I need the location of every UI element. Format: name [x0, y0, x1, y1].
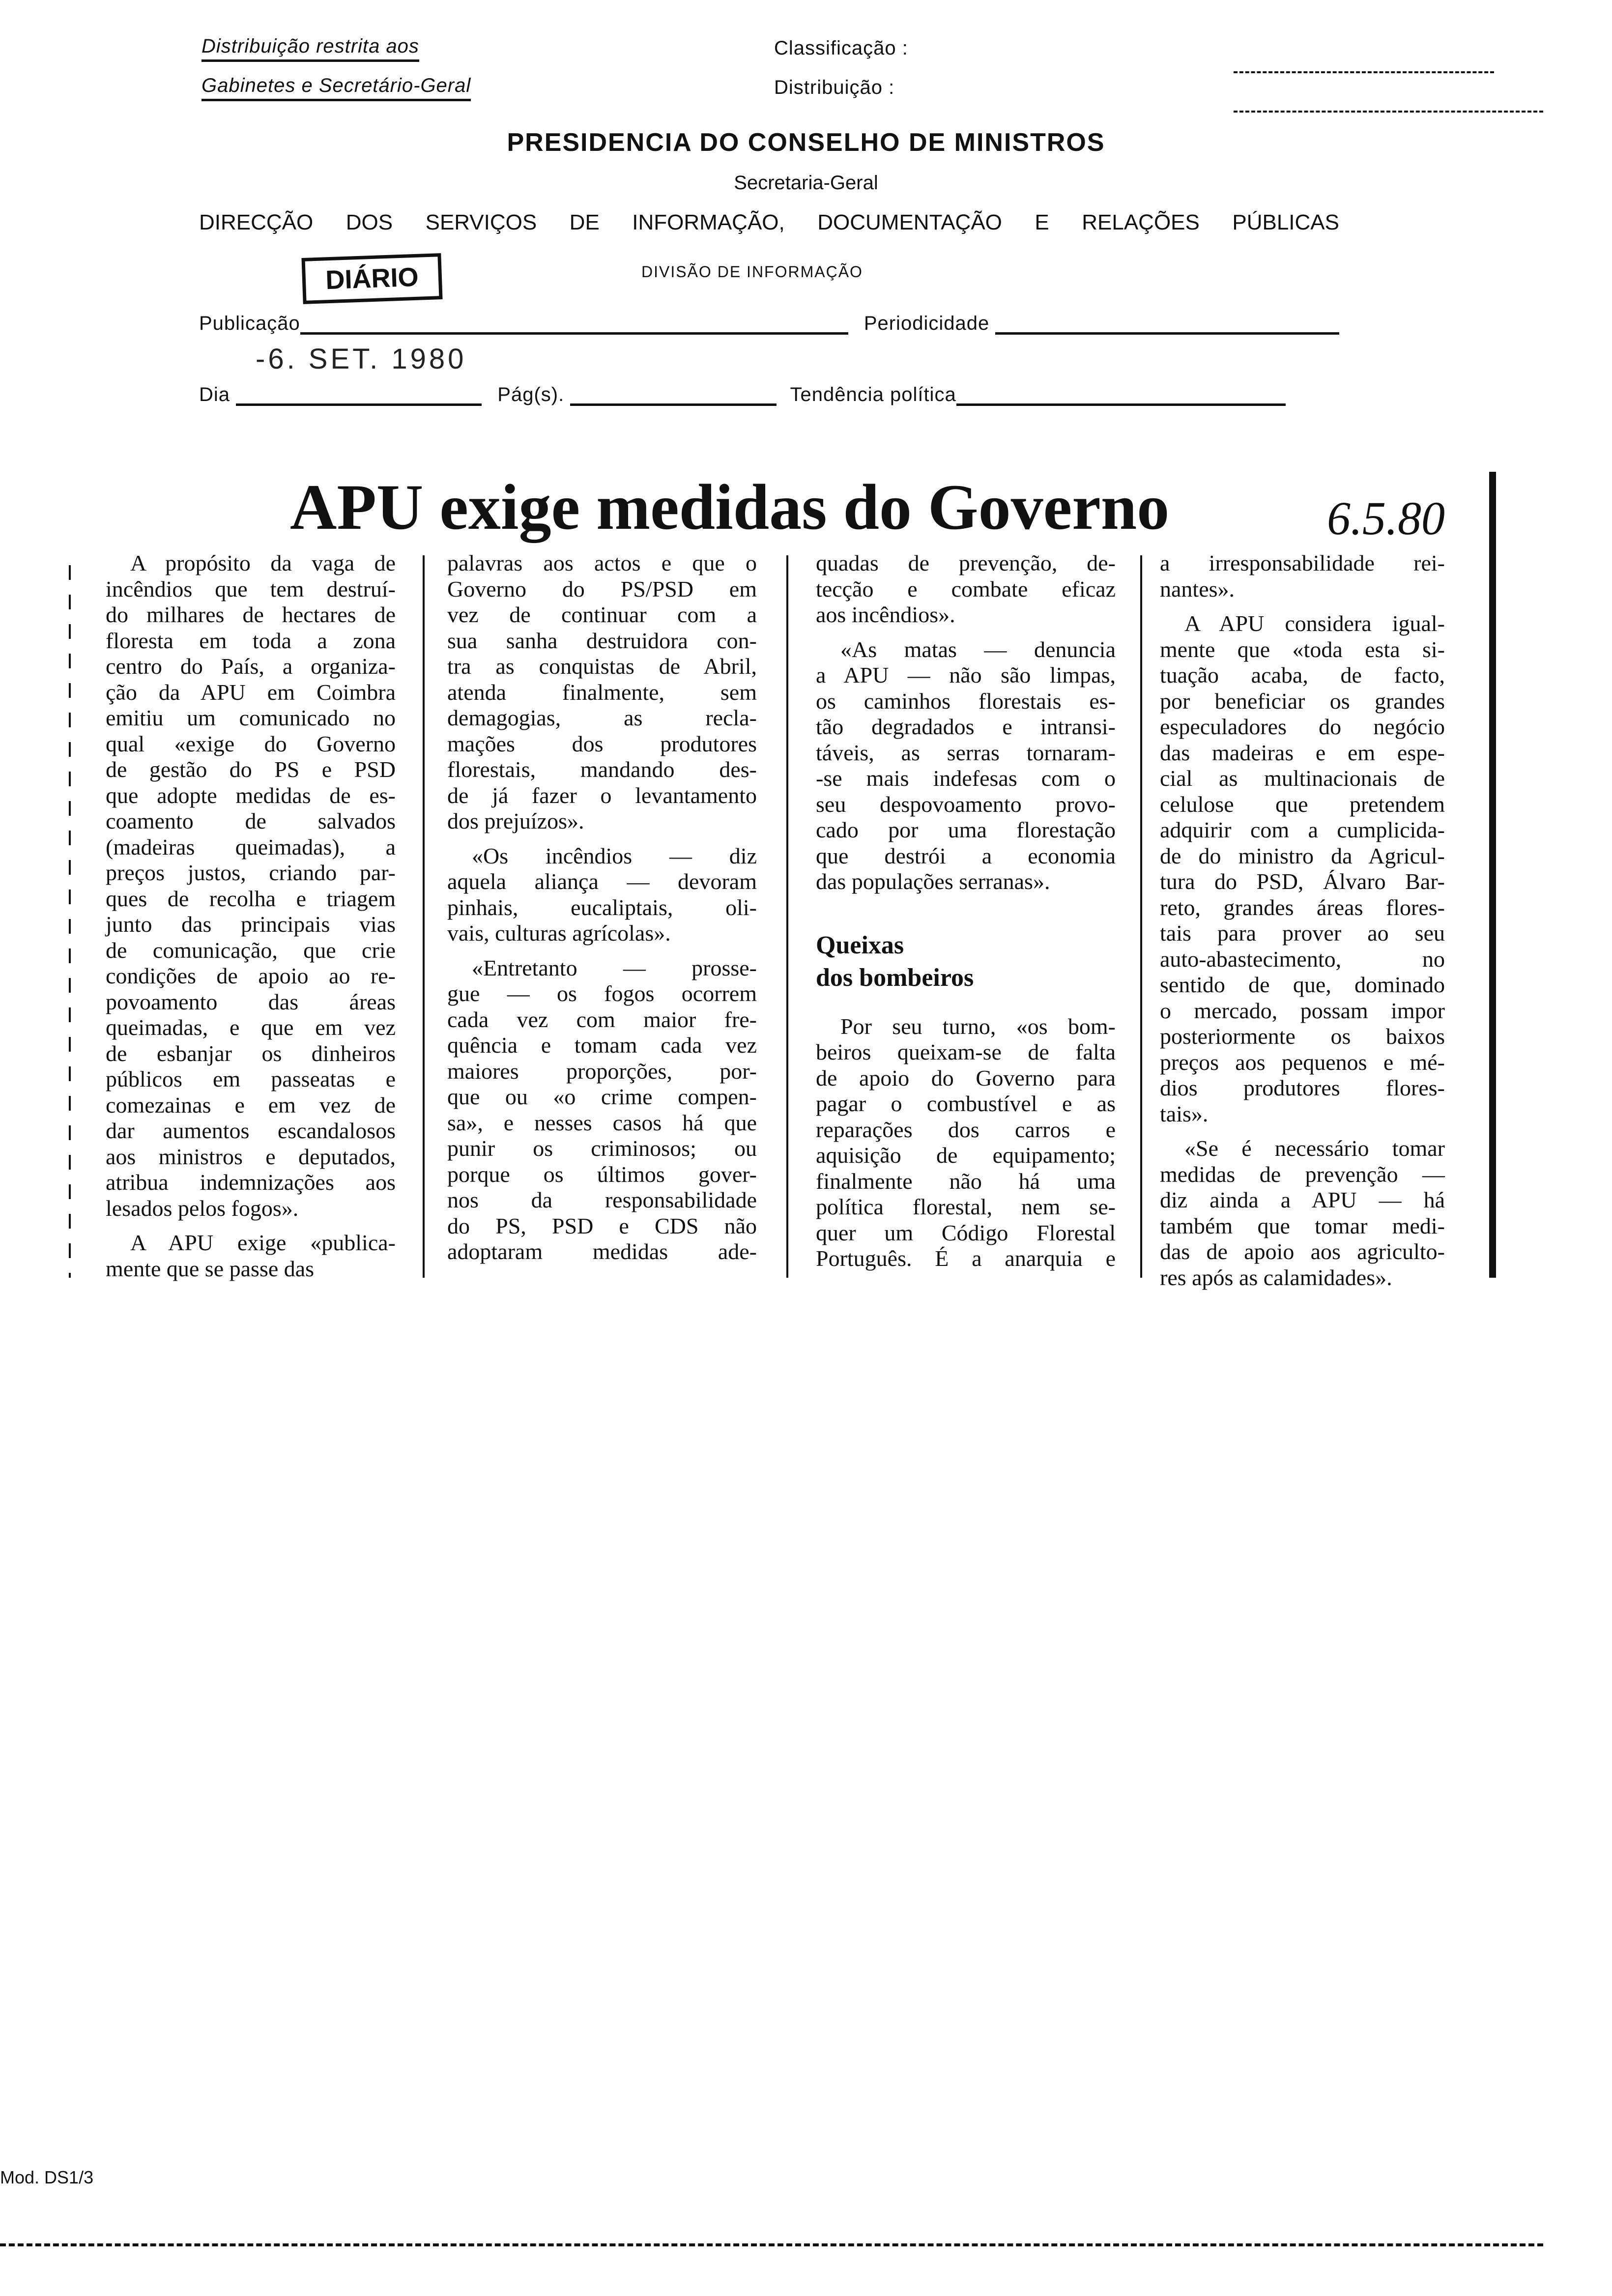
text-line: preços aos pequenos e mé- — [1160, 1049, 1445, 1075]
text-line: que ou «o crime compen- — [447, 1084, 757, 1109]
text-line: atenda finalmente, sem — [447, 679, 757, 705]
pages-field — [570, 387, 777, 406]
article-column-4 — [1160, 550, 1445, 1299]
text-line: que adopte medidas de es- — [106, 782, 396, 808]
article-headline: APU exige medidas do Governo — [290, 471, 1170, 543]
text-line: aquela aliança — devoram — [447, 869, 757, 894]
text-line: «Entretanto — prosse- — [472, 955, 757, 980]
text-line: cada vez com maior fre- — [447, 1006, 757, 1032]
text-line: cial as multinacionais de — [1160, 766, 1445, 791]
text-line: centro do País, a organiza- — [106, 654, 396, 679]
distribution-restriction-line1: Distribuição restrita aos — [202, 35, 419, 62]
day-field — [236, 387, 482, 406]
text-line: floresta em toda a zona — [106, 628, 396, 653]
text-line: política florestal, nem se- — [816, 1194, 1116, 1219]
text-line: sua sanha destruidora con- — [447, 628, 757, 653]
org-subtitle: Secretaria-Geral — [734, 172, 878, 194]
text-line: pagar o combustível e as — [816, 1091, 1116, 1116]
text-line: celulose que pretendem — [1160, 791, 1445, 817]
text-line: aos ministros e deputados, — [106, 1144, 396, 1169]
text-line: quer um Código Florestal — [816, 1220, 1116, 1245]
text-line: emitiu um comunicado no — [106, 705, 396, 730]
text-line: finalmente não há uma — [816, 1168, 1116, 1194]
text-line: dos prejuízos». — [447, 808, 584, 833]
publication-row — [199, 312, 1339, 335]
article-paragraph — [1160, 611, 1445, 1127]
article-paragraph — [1160, 550, 1445, 602]
text-line: cado por uma florestação — [816, 817, 1116, 842]
text-line: mente que se passe das — [106, 1256, 315, 1281]
text-line: quadas de prevenção, de- — [816, 550, 1116, 575]
column-rule-1 — [423, 555, 425, 1278]
article-paragraph — [816, 637, 1116, 895]
text-line: que destrói a economia — [816, 843, 1116, 868]
handwritten-date-note: 6.5.80 — [1327, 492, 1445, 545]
text-line: queimadas, e que em vez — [106, 1015, 396, 1040]
text-line: tão degradados e intransi- — [816, 714, 1116, 739]
text-line: povoamento das áreas — [106, 989, 396, 1014]
text-line: gue — os fogos ocorrem — [447, 981, 757, 1006]
article-subheading — [816, 929, 1116, 994]
text-line: adquirir com a cumplicida- — [1160, 817, 1445, 842]
article-paragraph — [447, 550, 757, 834]
text-line: tais». — [1160, 1101, 1209, 1126]
publication-field — [300, 316, 848, 335]
text-line: Português. É a anarquia e — [816, 1246, 1116, 1271]
text-line: nantes». — [1160, 576, 1235, 602]
text-line: de comunicação, que crie — [106, 937, 396, 963]
text-line: dos bombeiros — [816, 963, 974, 992]
distribution-restriction-line2: Gabinetes e Secretário-Geral — [202, 75, 471, 101]
text-line: vez de continuar com a — [447, 602, 757, 627]
text-line: porque os últimos gover- — [447, 1161, 757, 1187]
text-line: florestais, mandando des- — [447, 757, 757, 782]
text-line: tura do PSD, Álvaro Bar- — [1160, 869, 1445, 894]
text-line: palavras aos actos e que o — [447, 550, 757, 575]
text-line: comezainas e em vez de — [106, 1092, 396, 1118]
distribution-dashed-line — [1234, 111, 1543, 113]
text-line: «Se é necessário tomar — [1184, 1136, 1445, 1161]
text-line: diz ainda a APU — há — [1160, 1187, 1445, 1212]
article-column-3 — [816, 550, 1116, 1281]
text-line: demagogias, as recla- — [447, 705, 757, 730]
article-paragraph — [1160, 1136, 1445, 1291]
text-line: das de apoio aos agriculto- — [1160, 1239, 1445, 1264]
column-rule-3 — [1140, 555, 1142, 1278]
text-line: qual «exige do Governo — [106, 731, 396, 756]
text-line: das madeiras e em espe- — [1160, 740, 1445, 765]
periodicity-field — [995, 316, 1339, 335]
text-line: ques de recolha e triagem — [106, 886, 396, 911]
text-line: do milhares de hectares de — [106, 602, 396, 627]
text-line: reparações dos carros e — [816, 1117, 1116, 1142]
division: DIVISÃO DE INFORMAÇÃO — [641, 263, 863, 281]
text-line: táveis, as serras tornaram- — [816, 740, 1116, 765]
classification-dashed-line — [1234, 71, 1494, 73]
text-line: maiores proporções, por- — [447, 1058, 757, 1084]
text-line: A APU considera igual- — [1184, 611, 1445, 636]
text-line: aos incêndios». — [816, 602, 955, 627]
text-line: mente que «toda esta si- — [1160, 636, 1445, 662]
text-line: (madeiras queimadas), a — [106, 834, 396, 860]
text-line: adoptaram medidas ade- — [447, 1239, 757, 1264]
text-line: públicos em passeatas e — [106, 1066, 396, 1091]
text-line: condições de apoio ao re- — [106, 963, 396, 988]
text-line: dar aumentos escandalosos — [106, 1118, 396, 1143]
text-line: nos da responsabilidade — [447, 1187, 757, 1212]
text-line: vais, culturas agrícolas». — [447, 920, 671, 946]
bottom-dashed-line — [0, 2243, 1543, 2246]
article-column-1 — [106, 550, 396, 1291]
text-line: reto, grandes áreas flores- — [1160, 894, 1445, 920]
text-line: Por seu turno, «os bom- — [840, 1013, 1116, 1039]
text-line: dios produtores flores- — [1160, 1075, 1445, 1100]
text-line: tecção e combate eficaz — [816, 576, 1116, 602]
article-column-2 — [447, 550, 757, 1274]
text-line: atribua indemnizações aos — [106, 1170, 396, 1195]
text-line: quência e tomam cada vez — [447, 1033, 757, 1058]
text-line: lesados pelos fogos». — [106, 1195, 299, 1221]
text-line: a APU — não são limpas, — [816, 662, 1116, 688]
article-right-border — [1489, 472, 1496, 1278]
text-line: Queixas — [816, 931, 904, 959]
text-line: o mercado, possam impor — [1160, 998, 1445, 1023]
form-code: Mod. DS1/3 — [0, 2167, 94, 2187]
text-line: beiros queixam-se de falta — [816, 1039, 1116, 1064]
text-line: os caminhos florestais es- — [816, 688, 1116, 714]
text-line: preços justos, criando par- — [106, 860, 396, 885]
text-line: tra as conquistas de Abril, — [447, 654, 757, 679]
text-line: sa», e nesses casos há que — [447, 1110, 757, 1135]
tendency-label: Tendência política — [790, 384, 956, 405]
text-line: junto das principais vias — [106, 912, 396, 937]
text-line: também que tomar medi- — [1160, 1213, 1445, 1238]
date-stamp: -6. SET. 1980 — [256, 343, 467, 375]
text-line: tuação acaba, de facto, — [1160, 662, 1445, 688]
text-line: especuladores do negócio — [1160, 714, 1445, 739]
text-line: de apoio do Governo para — [816, 1065, 1116, 1091]
article-paragraph — [816, 1014, 1116, 1272]
text-line: das populações serranas». — [816, 869, 1050, 894]
article-paragraph — [816, 550, 1116, 628]
text-line: posteriormente os baixos — [1160, 1024, 1445, 1049]
day-row — [199, 383, 1286, 406]
text-line: res após as calamidades». — [1160, 1264, 1392, 1290]
text-line: A propósito da vaga de — [130, 550, 396, 575]
article-paragraph — [106, 550, 396, 1221]
text-line: punir os criminosos; ou — [447, 1136, 757, 1161]
diario-stamp: DIÁRIO — [301, 253, 442, 304]
text-line: ção da APU em Coimbra — [106, 679, 396, 705]
text-line: auto-abastecimento, no — [1160, 946, 1445, 972]
text-line: mações dos produtores — [447, 731, 757, 756]
text-line: tais para prover ao seu — [1160, 920, 1445, 946]
text-line: a irresponsabilidade rei- — [1160, 550, 1445, 575]
text-line: de esbanjar os dinheiros — [106, 1040, 396, 1066]
text-line: aquisição de equipamento; — [816, 1143, 1116, 1168]
article-paragraph — [106, 1230, 396, 1282]
column-rule-2 — [786, 555, 788, 1278]
text-line: por beneficiar os grandes — [1160, 688, 1445, 714]
text-line: seu despovoamento provo- — [816, 791, 1116, 817]
text-line: -se mais indefesas com o — [816, 766, 1116, 791]
text-line: do PS, PSD e CDS não — [447, 1213, 757, 1238]
directorate: DIRECÇÃO DOS SERVIÇOS DE INFORMAÇÃO, DOCUMENTAÇÃO E RELAÇÕES PÚBLICAS — [199, 210, 1339, 234]
article-paragraph — [447, 843, 757, 947]
pages-label: Pág(s). — [497, 384, 565, 405]
text-line: incêndios que tem destruí- — [106, 576, 396, 602]
text-line: pinhais, eucaliptais, oli- — [447, 894, 757, 920]
text-line: de do ministro da Agricul- — [1160, 843, 1445, 868]
classification-label: Classificação : — [774, 37, 908, 59]
org-title: PRESIDENCIA DO CONSELHO DE MINISTROS — [507, 128, 1105, 157]
text-line: A APU exige «publica- — [130, 1230, 396, 1255]
text-line: «As matas — denuncia — [840, 636, 1116, 662]
text-line: «Os incêndios — diz — [472, 843, 757, 868]
tendency-field — [956, 387, 1286, 406]
periodicity-label: Periodicidade — [864, 313, 990, 334]
left-scan-edge — [69, 565, 71, 1278]
text-line: medidas de prevenção — — [1160, 1161, 1445, 1187]
day-label: Dia — [199, 384, 230, 405]
article-paragraph — [447, 955, 757, 1265]
text-line: coamento de salvados — [106, 808, 396, 833]
text-line: sentido de que, dominado — [1160, 972, 1445, 997]
publication-label: Publicação — [199, 313, 300, 334]
distribution-label: Distribuição : — [774, 77, 895, 98]
text-line: de já fazer o levantamento — [447, 782, 757, 808]
text-line: Governo do PS/PSD em — [447, 576, 757, 602]
text-line: de gestão do PS e PSD — [106, 757, 396, 782]
